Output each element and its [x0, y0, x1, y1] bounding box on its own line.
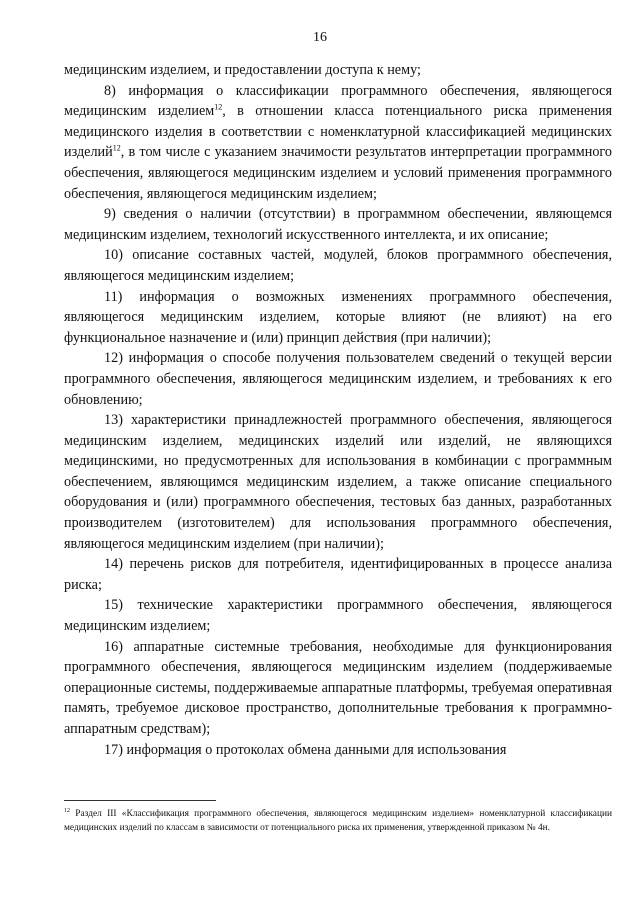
footnote-marker: 12	[64, 807, 70, 814]
paragraph-item-8	[64, 81, 612, 205]
paragraph-item-8-part-1: 8) информация о классификации программного обеспечения, являющегося медицинским изделием	[64, 82, 612, 120]
paragraph-item-15: 15) технические характеристики программного обеспечения, являющегося медицинским изделием;	[64, 597, 612, 635]
paragraph-item-16: 16) аппаратные системные требования, необходимые для функционирования программного обеспечения, являющегося медицинским изделием (поддерживаемые операционные системы, поддерживаемые аппаратные платформы, требуемая оперативная память, требуемое дисковое пространство, дополнительные требования к программно-аппаратным средствам);	[64, 638, 612, 737]
footnote-divider	[64, 800, 216, 801]
paragraph-item-10: 10) описание составных частей, модулей, блоков программного обеспечения, являющегося медицинским изделием;	[64, 247, 612, 284]
paragraph-continuation: медицинским изделием, и предоставлении доступа к нему;	[64, 62, 421, 78]
footnote-text: Раздел III «Классификация программного обеспечения, являющегося медицинским изделием» номенклатурной классификации медицинских изделий по классам в зависимости от потенциального риска их применения, утвержденной приказом № 4н.	[64, 809, 612, 833]
paragraph-item-9: 9) сведения о наличии (отсутствии) в программном обеспечении, являющемся медицинским изделием, технологий искусственного интеллекта, и их описание;	[64, 206, 612, 243]
paragraph-item-17: 17) информация о протоколах обмена данными для использования	[104, 741, 507, 758]
paragraph-item-8-part-2: , в отношении класса потенциального риска применения медицинского изделия в соответствии с номенклатурной классификацией медицинских изделий	[64, 103, 613, 161]
footnote-ref: 12	[214, 102, 223, 112]
paragraph-item-14: 14) перечень рисков для потребителя, идентифицированных в процессе анализа риска;	[64, 556, 612, 593]
footnote	[64, 807, 612, 835]
document-body	[64, 60, 612, 760]
paragraph-item-13: 13) характеристики принадлежностей программного обеспечения, являющегося медицинским изделием, медицинских изделий или изделий, не являющихся медицинскими, но предусмотренных для использования в комбинации с программным обеспечением, являющимся медицинским изделием, а также описание специального оборудования и (или) программного обеспечения, тестовых баз данных, разработанных производителем (изготовителем) для использования программного обеспечения, являющегося медицинским изделием (при наличии);	[64, 412, 612, 552]
paragraph-item-12: 12) информация о способе получения пользователем сведений о текущей версии программного обеспечения, являющегося медицинским изделием, и требованиях к его обновлению;	[64, 350, 612, 408]
paragraph-item-11: 11) информация о возможных изменениях программного обеспечения, являющегося медицинским изделием, которые влияют (не влияют) на его функциональное назначение и (или) принцип действия (при наличии);	[64, 288, 612, 346]
footnote-ref: 12	[112, 143, 121, 153]
page-number: 16	[313, 30, 327, 45]
paragraph-item-8-part-3: , в том числе с указанием значимости результатов интерпретации программного обеспечения, являющегося медицинским изделием и условий применения программного обеспечения, являющегося медицинским изделием;	[64, 144, 612, 202]
